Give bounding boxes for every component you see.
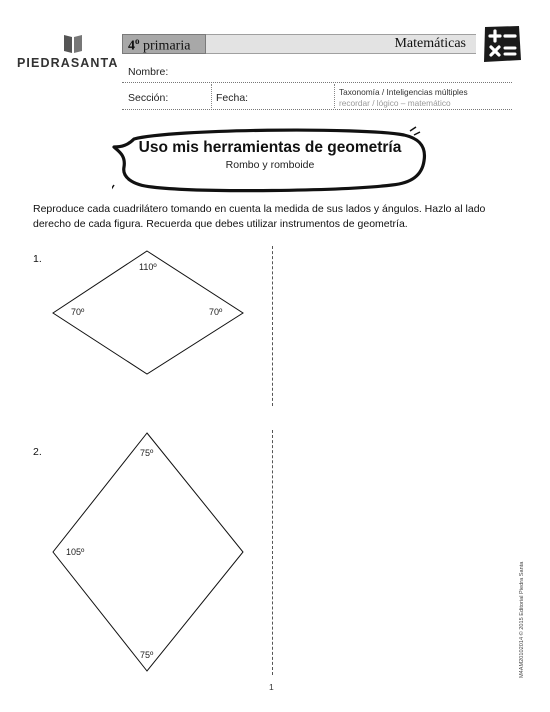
exercise-1-angle-top: 110º — [139, 262, 157, 272]
exercise-1-angle-left: 70º — [71, 307, 85, 317]
divider-line-2 — [272, 430, 273, 675]
date-label: Fecha: — [216, 92, 249, 104]
exercise-2-angle-left: 105º — [66, 547, 85, 557]
exercise-2-number: 2. — [33, 446, 42, 458]
name-label: Nombre: — [128, 66, 169, 78]
section-label: Sección: — [128, 92, 169, 104]
exercise-2-angle-top: 75º — [140, 448, 154, 458]
page-title: Uso mis herramientas de geometría — [138, 139, 402, 156]
publisher-name: PIEDRASANTA — [17, 56, 119, 70]
page-number: 1 — [269, 682, 274, 692]
taxonomy-label: Taxonomía / Inteligencias múltiples — [339, 87, 468, 97]
page-subtitle: Rombo y romboide — [225, 159, 315, 171]
exercise-2-angle-bottom: 75º — [140, 650, 154, 660]
grade-label: 4$^o$ primaria — [128, 36, 191, 54]
divider-line-1 — [272, 246, 273, 406]
instructions-text: Reproduce cada cuadrilátero tomando en cuenta la medida de sus lados y ángulos. Hazlo al lado derecho de cada figura. Recuerda que debes utilizar instrumentos de geometría. — [33, 203, 486, 230]
exercise-1-number: 1. — [33, 253, 42, 265]
subject-label: Matemáticas — [394, 36, 466, 51]
taxonomy-values: recordar / lógico – matemático — [339, 98, 451, 108]
exercise-1-angle-right: 70º — [209, 307, 223, 317]
copyright-note: M4AM20102014 © 2015 Editorial Piedra Santa — [519, 561, 525, 678]
